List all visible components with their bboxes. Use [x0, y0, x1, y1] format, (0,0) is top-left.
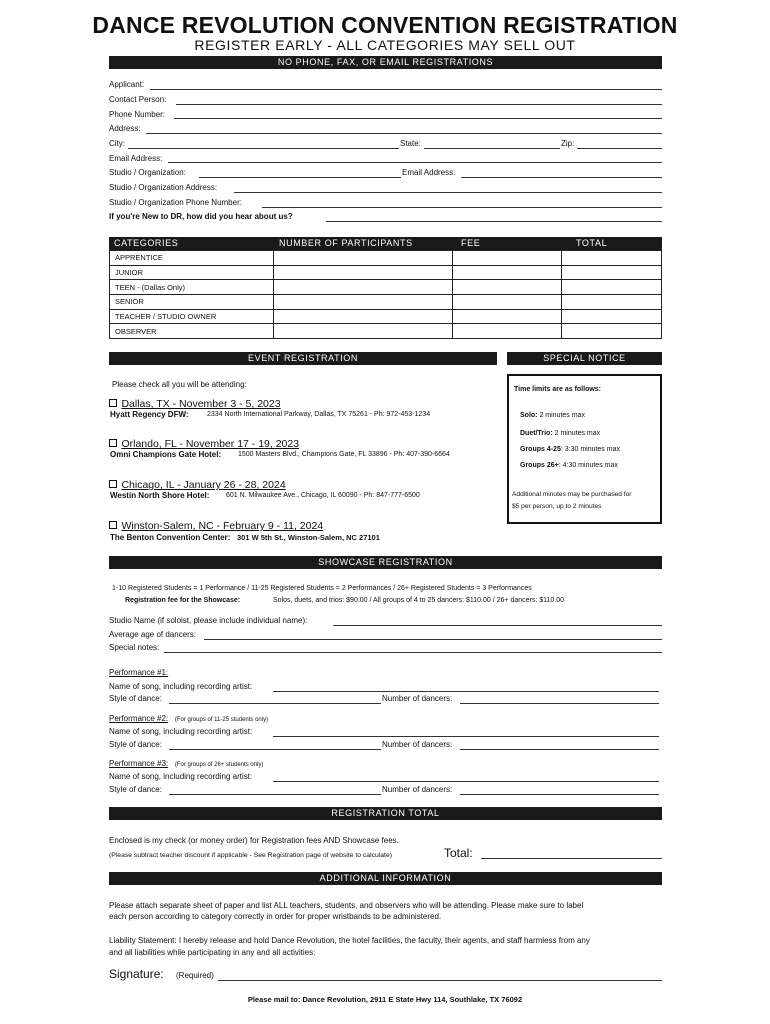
perf2-style-field[interactable] [169, 749, 381, 750]
liability-text-2: and all liabilities while participating in any and all activities: [109, 948, 316, 957]
perf2-dancers-field[interactable] [460, 749, 659, 750]
fee-cell[interactable] [453, 309, 562, 324]
email-field[interactable] [168, 162, 662, 163]
perf1-style-field[interactable] [169, 703, 381, 704]
event-winston-salem [109, 516, 323, 534]
studio-email-label: Email Address: [402, 168, 456, 177]
winston-salem-hotel: The Benton Convention Center: [110, 533, 231, 542]
col-fee: FEE [461, 238, 481, 248]
perf1-song-label: Name of song, including recording artist: [109, 682, 253, 691]
mail-to-address: Please mail to: Dance Revolution, 2911 E State Hwy 114, Southlake, TX 76092 [247, 995, 523, 1004]
categories-table [109, 250, 662, 339]
fee-cell[interactable] [453, 324, 562, 339]
category-name: TEACHER / STUDIO OWNER [110, 309, 274, 324]
table-row [110, 324, 662, 339]
perf3-note: (For groups of 26+ students only) [174, 762, 264, 768]
showcase-tiers: 1-10 Registered Students = 1 Performance / 11-25 Registered Students = 2 Performances / 26+ Registered Students = 3 Performances [112, 585, 532, 592]
registration-total-bar: REGISTRATION TOTAL [109, 807, 662, 820]
applicant-field[interactable] [150, 89, 662, 90]
perf3-dancers-field[interactable] [460, 794, 659, 795]
perf3-song-label: Name of song, including recording artist: [109, 772, 253, 781]
showcase-fee-text: Solos, duets, and trios: $90.00 / All groups of 4 to 25 dancers: $110.00 / 26+ dancers: $110.00 [273, 597, 565, 604]
col-categories: CATEGORIES [114, 238, 179, 248]
perf2-style-label: Style of dance: [109, 740, 162, 749]
duet-value: 2 minutes max [554, 430, 601, 437]
groups-4-25-value: : 3:30 minutes max [560, 446, 620, 453]
phone-number-field[interactable] [174, 118, 662, 119]
chicago-checkbox[interactable] [109, 480, 117, 488]
participants-cell[interactable] [273, 251, 453, 266]
groups-26-limit [520, 462, 618, 469]
category-name: TEEN - (Dallas Only) [110, 280, 274, 295]
participants-cell[interactable] [273, 295, 453, 310]
duet-limit [520, 430, 600, 437]
showcase-fee-label: Registration fee for the Showcase: [125, 597, 241, 604]
signature-field[interactable] [218, 980, 662, 981]
groups-4-25-label: Groups 4-25 [520, 446, 561, 453]
category-name: JUNIOR [110, 265, 274, 280]
no-phone-notice-bar: NO PHONE, FAX, OR EMAIL REGISTRATIONS [109, 56, 662, 69]
perf1-style-label: Style of dance: [109, 694, 162, 703]
contact-person-label: Contact Person: [109, 95, 167, 104]
event-registration-bar: EVENT REGISTRATION [109, 352, 497, 365]
contact-person-field[interactable] [176, 104, 662, 105]
orlando-hotel: Omni Champions Gate Hotel: [110, 450, 222, 459]
orlando-address: 1500 Masters Blvd., Champions Gate, FL 33896 - Ph: 407-390-6664 [238, 451, 450, 458]
participants-cell[interactable] [273, 324, 453, 339]
categories-header-bar [109, 237, 662, 250]
zip-field[interactable] [577, 148, 662, 149]
solo-limit [520, 412, 585, 419]
groups-26-label: Groups 26+ [520, 462, 559, 469]
total-cell[interactable] [562, 265, 662, 280]
studio-name-label: Studio Name (if soloist, please include individual name): [109, 616, 308, 625]
performance-3-heading [109, 759, 263, 768]
studio-field[interactable] [199, 177, 401, 178]
teacher-discount-note: (Please subtract teacher discount if applicable - See Registration page of website to calculate) [109, 852, 392, 859]
avg-age-label: Average age of dancers: [109, 630, 197, 639]
state-label: State: [400, 139, 421, 148]
signature-required: (Required) [176, 971, 214, 980]
email-label: Email Address: [109, 154, 163, 163]
performance-2-heading [109, 714, 268, 723]
category-name: APPRENTICE [110, 251, 274, 266]
studio-label: Studio / Organization: [109, 168, 186, 177]
enclosed-check-text: Enclosed is my check (or money order) for Registration fees AND Showcase fees. [109, 836, 399, 845]
perf3-dancers-label: Number of dancers: [382, 785, 453, 794]
studio-phone-field[interactable] [262, 207, 662, 208]
city-field[interactable] [128, 148, 399, 149]
winston-salem-location: Winston-Salem, NC - February 9 - 11, 2024 [121, 520, 324, 532]
fee-cell[interactable] [453, 280, 562, 295]
perf3-style-field[interactable] [169, 794, 381, 795]
perf2-song-field[interactable] [273, 736, 659, 737]
perf2-song-label: Name of song, including recording artist: [109, 727, 253, 736]
form-title: DANCE REVOLUTION CONVENTION REGISTRATION [92, 12, 678, 38]
table-row [110, 280, 662, 295]
chicago-location: Chicago, IL - January 26 - 28, 2024 [121, 479, 286, 491]
col-participants: NUMBER OF PARTICIPANTS [279, 238, 413, 248]
fee-cell[interactable] [453, 251, 562, 266]
special-notice-box [507, 374, 662, 524]
perf2-note: (For groups of 11-25 students only) [174, 717, 269, 723]
perf2-dancers-label: Number of dancers: [382, 740, 453, 749]
chicago-address: 601 N. Milwaukee Ave., Chicago, IL 60090 - Ph: 847-777-6500 [226, 492, 420, 499]
category-name: SENIOR [110, 295, 274, 310]
studio-name-field[interactable] [333, 625, 662, 626]
performance-1-heading: Performance #1: [109, 668, 169, 677]
studio-address-label: Studio / Organization Address: [109, 183, 218, 192]
fee-cell[interactable] [453, 265, 562, 280]
extra-minutes-line1: Additional minutes may be purchased for [512, 491, 632, 498]
phone-number-label: Phone Number: [109, 110, 166, 119]
chicago-hotel: Westin North Shore Hotel: [110, 491, 210, 500]
studio-email-field[interactable] [461, 177, 662, 178]
perf3-title: Performance #3: [109, 759, 169, 768]
signature-label: Signature: [109, 967, 164, 981]
address-label: Address: [109, 124, 141, 133]
duet-label: Duet/Trio: [520, 430, 553, 437]
perf1-dancers-label: Number of dancers: [382, 694, 453, 703]
special-notice-bar: SPECIAL NOTICE [507, 352, 662, 365]
orlando-location: Orlando, FL - November 17 - 19, 2023 [121, 438, 300, 450]
city-label: City: [109, 139, 125, 148]
form-subtitle: REGISTER EARLY - ALL CATEGORIES MAY SELL OUT [194, 37, 576, 53]
total-cell[interactable] [562, 309, 662, 324]
groups-4-25-limit [520, 446, 620, 453]
studio-address-field[interactable] [234, 192, 662, 193]
hear-about-field[interactable] [326, 221, 662, 222]
attach-sheet-text-2: each person according to category correctly in order for proper wristbands to be administered. [109, 912, 442, 921]
zip-label: Zip: [561, 139, 575, 148]
participants-cell[interactable] [273, 265, 453, 280]
total-cell[interactable] [562, 324, 662, 339]
winston-salem-checkbox[interactable] [109, 521, 117, 529]
solo-label: Solo: [520, 412, 538, 419]
solo-value: 2 minutes max [539, 412, 585, 419]
table-row [110, 295, 662, 310]
special-notes-field[interactable] [164, 652, 662, 653]
studio-phone-label: Studio / Organization Phone Number: [109, 198, 242, 207]
dallas-hotel: Hyatt Regency DFW: [110, 410, 189, 419]
perf1-song-field[interactable] [273, 691, 659, 692]
category-name: OBSERVER [110, 324, 274, 339]
table-row [110, 309, 662, 324]
perf3-style-label: Style of dance: [109, 785, 162, 794]
table-row [110, 265, 662, 280]
avg-age-field[interactable] [204, 639, 662, 640]
perf3-song-field[interactable] [273, 781, 659, 782]
total-cell[interactable] [562, 251, 662, 266]
applicant-label: Applicant: [109, 80, 145, 89]
special-notes-label: Special notes: [109, 643, 160, 652]
attach-sheet-text-1: Please attach separate sheet of paper and list ALL teachers, students, and observers who will be attending. Please make sure to label [109, 901, 584, 910]
table-row [110, 251, 662, 266]
perf2-title: Performance #2: [109, 714, 169, 723]
col-total: TOTAL [576, 238, 608, 248]
event-intro: Please check all you will be attending: [112, 380, 247, 389]
groups-26-value: : 4:30 minutes max [558, 462, 618, 469]
state-field[interactable] [424, 148, 560, 149]
dallas-address: 2334 North International Parkway, Dallas, TX 75261 - Ph: 972-453-1234 [207, 411, 431, 418]
dallas-location: Dallas, TX - November 3 - 5, 2023 [121, 398, 281, 410]
participants-cell[interactable] [273, 309, 453, 324]
fee-cell[interactable] [453, 295, 562, 310]
total-cell[interactable] [562, 280, 662, 295]
total-label: Total: [444, 846, 473, 860]
winston-salem-address: 301 W 5th St., Winston-Salem, NC 27101 [237, 533, 380, 542]
dallas-checkbox[interactable] [109, 399, 117, 407]
perf1-dancers-field[interactable] [460, 703, 659, 704]
showcase-registration-bar: SHOWCASE REGISTRATION [109, 556, 662, 569]
hear-about-label: If you're New to DR, how did you hear about us? [109, 212, 293, 221]
total-field[interactable] [481, 858, 662, 859]
address-field[interactable] [146, 133, 662, 134]
extra-minutes-line2: $5 per person, up to 2 minutes [512, 503, 602, 510]
additional-information-bar: ADDITIONAL INFORMATION [109, 872, 662, 885]
total-cell[interactable] [562, 295, 662, 310]
time-limits-heading: Time limits are as follows: [514, 386, 602, 393]
participants-cell[interactable] [273, 280, 453, 295]
liability-text-1: Liability Statement: I hereby release and hold Dance Revolution, the hotel facilities, the faculty, their agents, and staff harmless from any [109, 936, 590, 945]
orlando-checkbox[interactable] [109, 439, 117, 447]
